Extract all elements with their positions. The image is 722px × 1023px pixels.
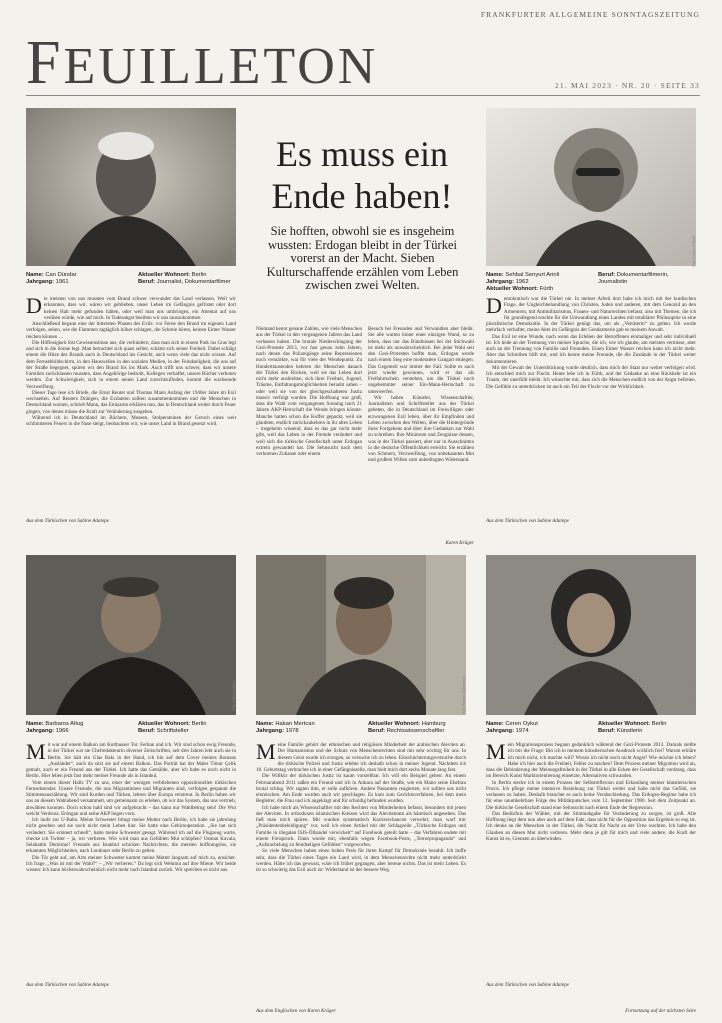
article-ceren-oykut: Mein Migrationsprozess begann gedanklich während der Gezi-Proteste 2013. Damals stellte ich mir die Frage: Bin ich in meinem künstlerischen Ausdruck wirklich frei? Warum erkläre ich mich nicht, ich machte will? Woran ich nicht noch nicht Angst? Wie möchte ich leben? Habe ich hier auch die Freiheit, Fehler zu machen? Dem Prozess meiner Migration wird an, dass die Behinderung der Meinungsfreiheit in der Türkei in alle Ecken der Gesellschaft vordrang, dass im Bereich Kunst Marktorientierung einsetzte, Alternativen schwanden. In Berlin stecke ich in einem Prozess der Selbstreflexion und Erkundung meiner künstlerischen Praxis. Ich pflege meine intensive Beziehung zur Türkei weiter und habe nicht das Gefühl, sie verlassen zu haben. Deshalb brauchte es auch keine Verabschiedung. Das Erdogan-Regime habe ich für eine unumkehrbare Folge des Militärputsches vom 12. September 1980. Seit dem Zeitpunkt an. Die türkische Gesellschaft stand eine Sehnsucht nach einem Ende der Regression. Das Bedürfnis der Wähler, mit der Stimmabgabe für Veränderung zu sorgen, ist groß. Alle Hoffnung liegt dem nun aber auch auf dem Fakt, dass nicht für die Opposition das Ergebnis so eng ist. Ich denke an die Menschen in der Türkei, die Nacht für Nacht an der Urne wachten. Ich habe den Glauben an diesen Mut nicht verloren. Mehr denn je gilt für mich und viele andere, die Kraft der Kunst ist es, Grenzen zu überwinden. [486, 742, 696, 842]
contributor-name: Can Dündar [45, 272, 77, 278]
translator-note-5: Aus dem Türkischen von Sabine Adatepe [486, 982, 569, 988]
lead-author: Karen Krüger [445, 540, 474, 546]
article-barbaros-altug: Mit war auf einem Balkon am Kottbusser Tor. Ferhan und ich. Wir sind schon ewig Freunde, in der Türkei war sie Chefredakteurin diverser Zeitschriften, seit drei Jahren lebt auch sie in Berlin. Sie hält ein Glas Rakı in der Hand, ich bin auf dem Cover meines Romans „Ausländer“, auch da sitzt sie auf einem Balkon. Das Porträt hat der Maler Timur Çelik gemalt, auch er ein Freund aus der Türkei. Ich hatte das Gemälde, aber ich habe es noch nicht in Berlin. Hier leben jetzt fast mehr meiner Freunde als in Istanbul. Vom einem dieser Halls TV zu uns, einer der wenigen verbliebenen oppositionellen türkischen Fernsehsender. Unsere Freunde, die nun Migrantinnen und Migranten sind, verfolgen gespannt die Stimmenauszählung. Wir sind Kurden und Türken, lehren über Europa verstreut. In Berlin haben wir uns an diesem Wahlabend versammelt, um gemeinsam zu erleben, ob wir das System, das uns vertrieb, abwählen konnten. Doch schon bald sind wir aufgebracht – das kann nur Wahlbetrug sein! Die Wut weicht Verdruss. Erdogan und seine AKP liegen vorn. Ich laufe zur U-Bahn. Meine Schwester bringt meine Mutter nach Berlin, ich habe sie jahrelang nicht gesehen und sie noch nicht mein Leben hier. Sie hatte eine Gehirnoperation. „Sie hat sich verändert. Sie erinnert schnell“, hatte meine Schwester gesagt. Während ich auf die Flugzeug warte, checke ich Twitter – ja, wir verlieren. Wie wird man aus Gefühlen Mut schöpfen? Osman Kavala, Selahattin Demirtas? Freunde aus Istanbul schicken Nachrichten, die meisten hoffnungslos, sie erkannten Möglichkeiten, nach Londoner oder Berlin zu gehen. Die Tür geht auf, am Arm meiner Schwester kommt meine Mutter langsam auf mich zu, unsicher. Ich frage, „Was ist mit der Wahl?“ – „Wir verlieren.“ Da legt sich Wehmut auf ihre Miene. Wir beide wissen: Ich kann höchstwahrscheinlich nicht mehr nach Istanbul zurück. Wir sprechen es nicht aus. [26, 742, 236, 873]
header-rule [26, 95, 700, 96]
photo-credit-3: Foto Patrick Junker [232, 680, 236, 711]
article-sehbal: Demokratisch war die Türkei nie. In meiner Arbeit dort habe ich mich mit der kurdischen Frage, der Ungleichbehandlung von Christen, Juden und anderen, mit dem Genozid an den Armeniern, mit Antimilitarismus, Frauen- und Naturrechten befasst, also mit Themen, die ich für grundlegend erachte für die Umwandlung eines Landes mit totalitärer Philosophie in eine pluralistische Demokratie. In der Türkei genügt das, um als „Verräterin“ zu gelten. Ich wurde mehrfach verhaftet, meine Akte im Gefängnis der Gendarmerie gab es meinem Anwalt. Das Exil ist eine Wunde, nach wenn das Erleben der Betroffenen einmaliger und sehr individuell ist. Ich leide an der Trennung von meiner Sprache, die ich, wie ich glaube, am meisten vermisse, aber auch an der Trennung von Familie und Freunden. Einen Eimer Wasser reichen kann ich nicht mehr. Aber das Schreiben hilft mir, und ich kenne meine Freunde, die die Zustände in der Türkei weiter dokumentieren. Mit der Gewalt der Unterdrückung wurde deutlich, dass mich der Staat nur weiter verfolgen wird. Ich entschied mich zur Flucht. Heute lebe ich in Fürth, und der Gedanke an eine Rückkehr ist ein Traum, der unerfüllt bleibt. Ich wünschte mir, dass sich die Menschen endlich von der Angst befreien. Die Gefühle zu unterdrücken ist auch ein Teil der Flucht vor der Wirklichkeit. [486, 296, 696, 390]
translator-note-3: Aus dem Türkischen von Sabine Adatepe [26, 982, 109, 988]
issue-info: 21. MAI 2023 · NR. 20 · SEITE 33 [554, 81, 700, 90]
photo-hakan-mertcan [256, 555, 466, 715]
photo-sehbal-senyurt-arinli [486, 108, 696, 266]
drop-cap: D [26, 296, 42, 318]
publication-name: FRANKFURTER ALLGEMEINE SONNTAGSZEITUNG [480, 10, 700, 19]
photo-barbaros-altug [26, 555, 236, 715]
info-residence-job-1: Aktueller Wohnort: Berlin Beruf: Journalist, Dokumentarfilmer [138, 272, 231, 286]
photo-can-duendar [26, 108, 236, 266]
info-name-year-3: Name: Barbaros Altug Jahrgang: 1966 [26, 721, 84, 735]
headline-line-2: Ende haben! [271, 176, 453, 216]
lead-column-2: Besuch bei Freunden und Verwandten aber bleibt. Sie alle warten hinter einer einzigen Wand, so zu leben, dass nur das Bündnissen bei der Stichwahl ist mehr als unwahrscheinlich. Bei jeder Wahl seit den Gezi-Protesten hoffte man, Erdogan werde nach einem Sieg eine moderatere Gangart einlegen. Das Gegenteil war immer der Fall. Sollte es auch jetzt wieder gewinnen, wird er das als Freifahrtschein verstehen, um die Türkei noch ungehemmter seiner Ein-Mann-Herrschaft zu unterwerfen. Wir haben Künstler, Wissenschaftler, Journalisten und Schriftsteller aus der Türkei gebeten, die in Deutschland im Freiwilligen oder erzwungenen Exil leben, über ihr Empfinden und Leben zwischen den Welten, über die Hintergründe ihres Fortgehens und über ihre Gedanken zur Wahl zu schreiben. Ihre Minimum und Zeugnisse dessen, was in der Türkei passiert, aber nur in Ausschnitten in die deutsche Öffentlichkeit erreicht. Sie erzählen von Schmerz, Verzweiflung, von unbekannten Mut und großem Willen zum unbedingten Widerstand. [368, 326, 474, 464]
headline [252, 133, 472, 217]
masthead-rest: EUILLETON [63, 38, 379, 95]
info-name-year-1: Name: Can Dündar Jahrgang: 1961 [26, 272, 77, 286]
info-name-year-4: Name: Hakan Mertcan Jahrgang: 1978 [256, 721, 315, 735]
info-name-year-2: Name: Sehbal Senyurt Arinli Jahrgang: 1962 Aktueller Wohnort: Fürth [486, 272, 560, 293]
article-hakan-mertcan: Meine Familie gehört der ethnischen und religiösen Minderheit der arabischen Aleviten an. Der Humanismus und der Schutz von Menschenrechten sind mir sehr wichtig für uns. In diesem Geist wurde ich erzogen, so versuche ich zu leben. Einschüchterungsversuche durch die türkische Polizei und Justiz erlebte ich deshalb schon in meiner Jugend. Nachdem ich 18. Geburtstag verbrachte ich in einer Gefängniszelle, man hielt mich dort sechs Monate lang fest. Die Willkür der türkischen Justiz ist kaum vorstellbar. Ich will ein Beispiel geben: An einem Februarabend 2011 saßen ein Freund und ich in Ankara auf der Straße, wie ein Mann seine Ehefrau brutal schlug. Wir sagten ihm, er solle aufhören. Andere Passanten reagierten, wir sollten uns nicht einmischen. Am Ende wurden auch wir geschlagen. Es kam zum Gerichtsverfahren, bei dem mein Begleiter, die Frau und ich angeklagt und für schuldig befunden wurden. Ich habe mich als Wissenschaftler mit den Rechten von Minderheiten befasst, besonders mit jenen der Aleviten. In orthodoxen islamischen Kreisen wird das Alevitentum als häretisch angesehen. Das ließ man mich spüren. Mir wurden systematisch Karrierechancen verwehrt, man warf mir „Präsidentenbeleidigung“ vor, weil ich einen Artikel mit der Schlagzeile „Türkische Erdogan und Familie in illegalen ISIS-Ölhandel verwickelt“ auf Facebook geteilt hatte – das Verfahren endete mit einem Freispruch. Dann wurde mir, ebenfalls wegen Facebook-Posts, „Terrorpropaganda“ und „Aufstachelung zu feindseligen Gefühlen“ vorgeworfen. So viele Menschen haben einen hohen Preis für ihren Kampf für Demokratie bezahlt. Ich hoffe sehr, dass die Türkei eines Tages ein Land wird, in dem Menschenrechte nicht mehr unterdrückt werden. Hätte ich das gewusst, wäre ich früher gegangen, aber bereue nichts. Das ist mein Leben. Es ist so schwierig das Exil auch ist: Widerstand ist der bessere Weg. [256, 742, 466, 873]
info-residence-job-5: Aktueller Wohnort: Berlin Beruf: Künstlerin [598, 721, 667, 735]
info-job-2: Beruf: Dokumentarfilmerin, Journalistin [598, 272, 669, 286]
contributor-job: Journalist, Dokumentarfilmer [156, 279, 231, 286]
info-residence-job-4: Aktueller Wohnort: Hamburg Beruf: Rechtswissenschaftler [368, 721, 446, 735]
masthead-initial: F [26, 29, 64, 97]
deck: Sie hofften, obwohl sie es insgeheim wussten: Erdogan bleibt in der Türkei vorerst an der Macht. Sieben Kulturschaffende erzählen vom Leben zwischen zwei Welten. [266, 224, 459, 292]
translator-note-4: Aus dem Englischen von Karen Krüger [256, 1008, 336, 1014]
translator-note-2: Aus dem Türkischen von Sabine Adatepe [486, 518, 569, 524]
headline-line-1: Es muss ein [275, 134, 448, 174]
article-can-duendar: Die meisten von uns mussten vom Brand schwer verwundet das Land verlassen. Weil wir erkannten, dass wir, wären wir geblieben, unser Leben im Gefängnis gefristet oder dort keinen Halt mehr gefunden hätten, oder weil man uns umbringen, ein Attentat auf uns verüben würde, wie auf mich. In Todesangst beeilten wir uns rauszukommen. Anschließend begann eine der bittersten Phasen des Exils: vor Ferne den Brand im eigenen Land verfolgen, sehen, wie die Flammen tagtäglich höher schlagen, die Schreie hören, keinen Eimer Wasser reichen können … Die Hilflosigkeit löst Gewissensbisse aus, die verhindern, dass man sich in einem Park ins Gras legt und sich in die Sonne legt. Man betrachtet sich quasi selber, schämt sich seiner Freiheit. Dabei schlägt einem die Hitze des Brands auch in Deutschland ins Gesicht, auch wenn viele das nicht wissen. Auf dem Fernsehbildschirm, in den Hauswellen in den sozialen Medien, in der Feindseligkeit, die uns auf der Straße begegnet, spüren wir den Brand bis ins Mark. Auch trifft uns schwer, dass wir unsere Familien zurücklassen mussten, dass Angehörige bedroht, Kollegen verhaftet, unsere Bücher verboten werden. Zur Schwierigkeit, sich in einem neuen Land zurechtzufinden, kommt die wachsende Verzweiflung. Dieser Tage lese ich Briefe, die Ernst Reuter und Thomas Mann Anfang der 1940er Jahre im Exil wechselten. Auf Reuters Drängen, die Exilanten sollten zusammenkommen und die Menschen in Deutschland warnen, schrieb Mann, das Emisaren erklären nun, das in Deutschland weiter durch Feuer gingen, von denen müsse die Kraft zur Veränderung ausgehen. Während ich in Deutschland im Büchern, Museen, Stolpersteinen der Geruch eines weit schlimmeren Feuers in die Nase steigt, beobachten wir, wie unser Land in Brand gesetzt wird. [26, 296, 236, 427]
info-residence-job-3: Aktueller Wohnort: Berlin Beruf: Schriftsteller [138, 721, 207, 735]
section-masthead [26, 29, 379, 97]
contributor-residence: Berlin [191, 272, 207, 278]
photo-credit-2: Foto Bastian Pittroff [692, 236, 696, 267]
photo-credit-1: Foto Daniel Pilar [232, 240, 236, 266]
continued-note: Fortsetzung auf der nächsten Seite [625, 1008, 696, 1014]
photo-ceren-oykut [486, 555, 696, 715]
lead-column-1: Niemand kennt genaue Zahlen, wie viele Menschen aus der Türkei in den vergangenen Jahren das Land verlassen haben. Die brutale Niederschlagung der Gezi-Proteste 2013, vor fast genau zehn Jahren, nach denen das Polizeigänge seine Repressionen noch verstärkte, war für viele der Wendepunkt. Zu Hunderttausenden kehrten die Menschen danach der Türkei den Rücken, weil sie das Leben dort nicht mehr aushielten, sich ihrer Freiheit, Jugend, Träume, Entfaltungsmöglichkeiten beraubt sahen – oder weil sie von der gleichgeschalteten Justiz massiv verfolgt wurden. Die Hoffnung war groß, dass die Wahl vom vergangenen Sonntag nach 21 Jahren AKP-Herrschaft die Wende bringen könnte. Manche hatten schon die Koffer gepackt, weil sie glaubten, endlich zurückzukehren in ihr altes Leben – insgeheim wissend, dass es das gar nicht mehr gibt, weil das Leben in der Fremde verändert und weil sich die türkische Gesellschaft unter Erdogan extrem gewandelt hat. Die Sehnsucht nach dem verlorenen Zuhause oder einem [256, 326, 362, 457]
photo-credit-5: Foto Patrick Junker [692, 680, 696, 711]
photo-credit-4: Foto Wiebke Düsslmann [462, 676, 466, 715]
translator-note-1: Aus dem Türkischen von Sabine Adatepe [26, 518, 109, 524]
contributor-year: 1961 [55, 279, 69, 286]
info-name-year-5: Name: Ceren Oykut Jahrgang: 1974 [486, 721, 538, 735]
